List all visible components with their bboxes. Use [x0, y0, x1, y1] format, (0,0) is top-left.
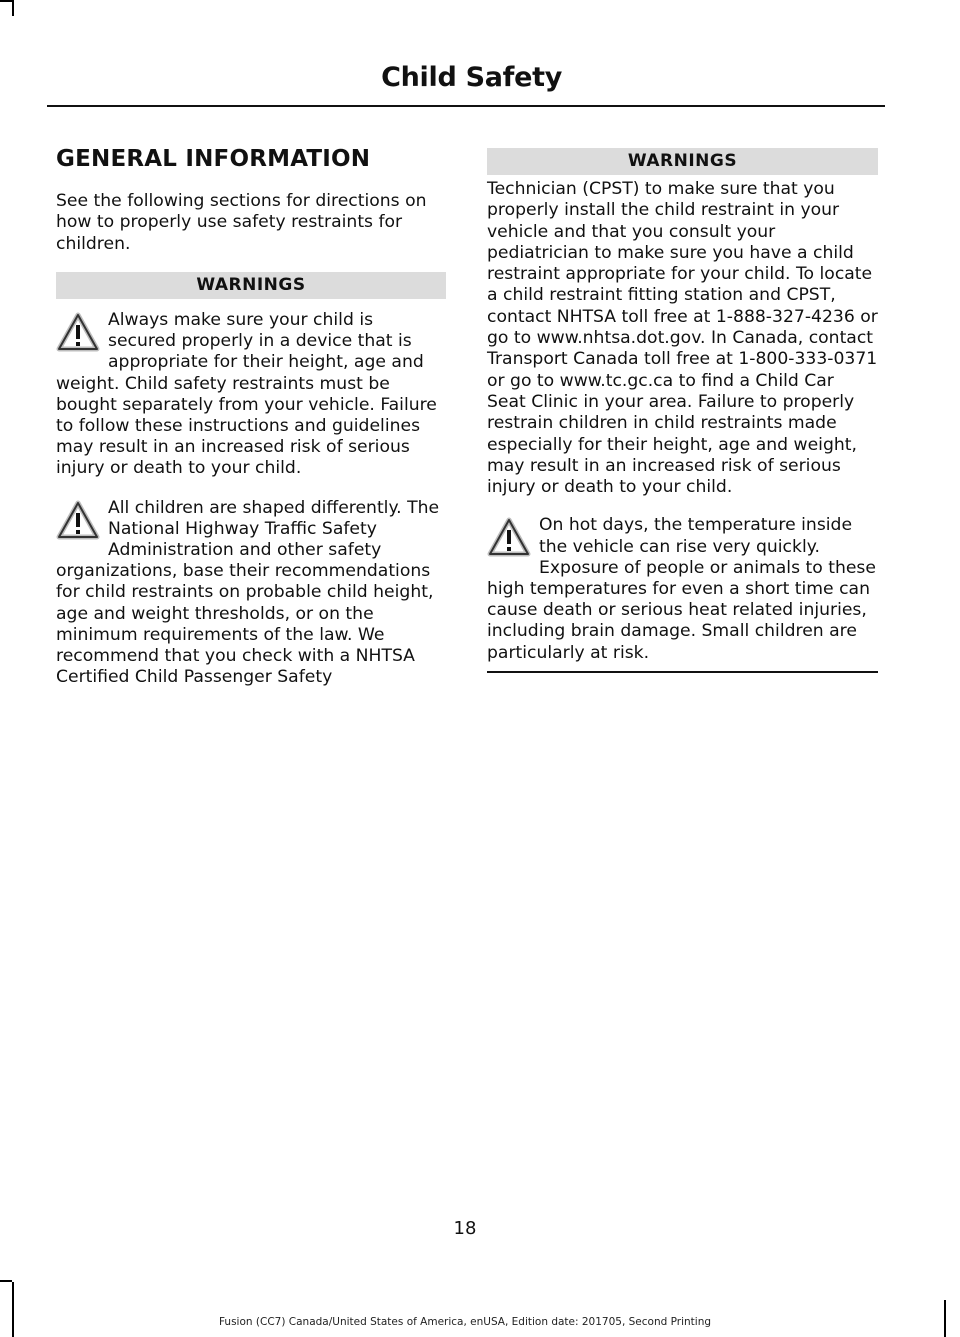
left-column [56, 146, 446, 688]
crop-mark [12, 0, 14, 16]
warning-continued-text: Technician (CPST) to make sure that you properly install the child restraint in your vehicle and that you consult your pediatrician to make sure you have a child restraint appropriate for your child. To locate a child restraint fitting station and CPST, contact NHTSA toll free at 1-888-327-4236 or go to www.nhtsa.dot.gov. In Canada, contact Transport Canada toll free at 1-800-333-0371 or go to www.tc.gc.ca to find a Child Car Seat Clinic in your area. Failure to properly restrain children in child restraints made especially for their height, age and weight, may result in an increased risk of serious injury or death to your child. [487, 179, 878, 498]
intro-paragraph: See the following sections for directions on how to properly use safety restraints for children. [56, 191, 427, 254]
page-header-title: Child Safety [381, 62, 562, 93]
warnings-heading: WARNINGS [56, 272, 446, 299]
warning-triangle-icon [56, 500, 102, 542]
section-title: GENERAL INFORMATION [56, 146, 371, 172]
warning-text: All children are shaped differently. The National Highway Traffic Safety Administration and other safety organizations, base their recommendations for child restraints on probable child height, age and weight thresholds, or on the minimum requirements of the law. We recommend that you check with a NHTSA Certified Child Passenger Safety [56, 497, 440, 688]
crop-mark [12, 1282, 14, 1337]
warning-triangle-icon [487, 517, 533, 559]
crop-mark [0, 1280, 12, 1282]
header-divider [47, 105, 885, 107]
warning-item [56, 310, 446, 480]
right-column [487, 146, 878, 673]
warnings-end-divider [487, 671, 878, 673]
warning-text: Always make sure your child is secured properly in a device that is appropriate for their height, age and weight. Child safety restraints must be bought separately from your vehicle. Failure to follow these instructions and guidelines may result in an increased risk of serious injury or death to your child. [56, 309, 437, 479]
warning-item [487, 515, 878, 663]
footer-edition: Fusion (CC7) Canada/United States of America, enUSA, Edition date: 201705, Second Printing [218, 1316, 712, 1328]
crop-mark [0, 0, 12, 2]
warning-text: On hot days, the temperature inside the vehicle can rise very quickly. Exposure of people or animals to these high temperatures for even a short time can cause death or serious heat related injuries, including brain damage. Small children are particularly at risk. [487, 515, 876, 663]
warnings-heading: WARNINGS [487, 148, 878, 175]
warning-triangle-icon [56, 312, 102, 354]
page-number: 18 [453, 1218, 477, 1239]
warning-item [56, 498, 446, 689]
crop-mark [944, 1300, 946, 1337]
